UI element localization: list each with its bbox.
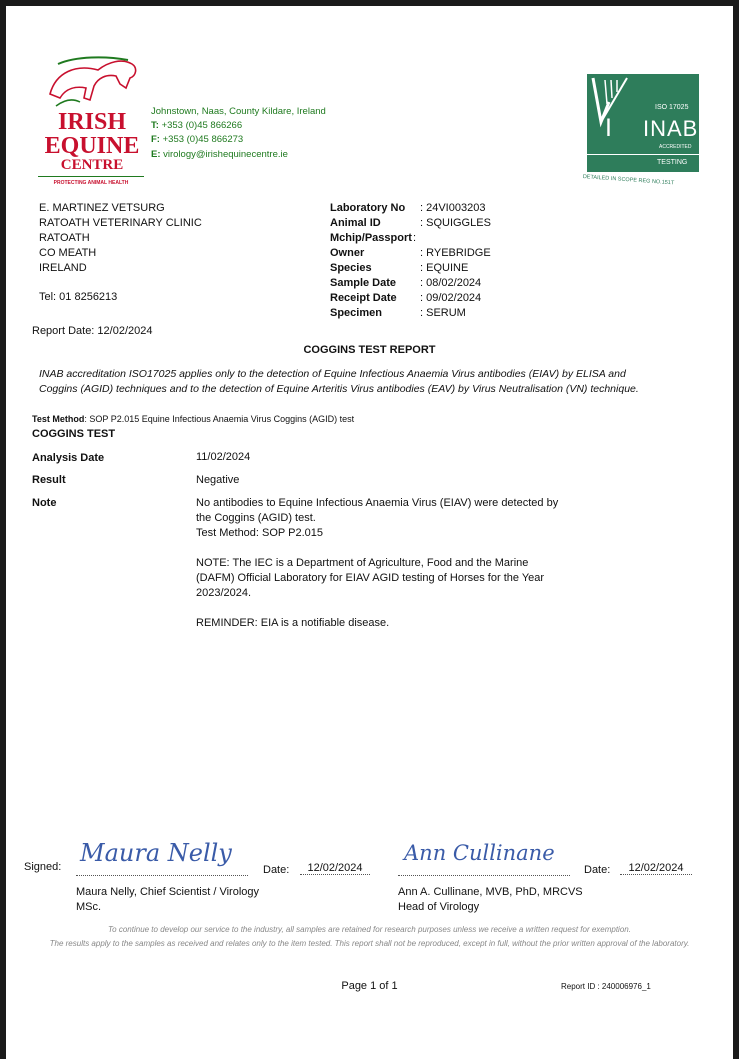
report-page [6, 6, 733, 1059]
inab-accreditation-badge [583, 74, 703, 186]
lab-label: Owner [330, 247, 365, 259]
contact-fax: +353 (0)45 866273 [162, 134, 244, 146]
client-line: CO MEATH [39, 247, 97, 259]
report-date: Report Date: 12/02/2024 [32, 325, 153, 337]
lab-label: Specimen [330, 307, 382, 319]
client-line: RATOATH VETERINARY CLINIC [39, 217, 202, 229]
client-address [39, 201, 202, 305]
lab-value: : 08/02/2024 [420, 277, 482, 289]
logo-irish: IRISH [57, 109, 127, 135]
analysis-date-value: 11/02/2024 [196, 451, 251, 463]
signature-2 [398, 835, 570, 876]
lab-labels [330, 201, 412, 321]
result-label: Result [32, 474, 66, 486]
inab-mark: I [605, 114, 612, 142]
signature-2-script: Ann Cullinane [404, 841, 555, 865]
logo-equine: EQUINE [44, 133, 140, 159]
test-method-text: : SOP P2.015 Equine Infectious Anaemia Virus Coggins (AGID) test [84, 414, 355, 424]
lab-value: : EQUINE [420, 262, 469, 274]
tel-label: T: [151, 120, 159, 132]
client-line: RATOATH [39, 232, 90, 244]
lab-label: Sample Date [330, 277, 397, 289]
logo-tagline: PROTECTING ANIMAL HEALTH [53, 180, 129, 186]
note-block [196, 496, 576, 631]
signed-label: Signed: [24, 861, 62, 873]
date-label: Date: [263, 864, 290, 876]
page-number: Page 1 of 1 [341, 980, 398, 992]
test-method-label: Test Method [32, 414, 85, 424]
date-label: Date: [584, 864, 611, 876]
signature-1-date: 12/02/2024 [300, 862, 370, 875]
report-title: COGGINS TEST REPORT [303, 344, 436, 356]
fax-label: F: [151, 134, 160, 146]
signer-2-name: Ann A. Cullinane, MVB, PhD, MRCVS [398, 886, 583, 898]
inab-accredited: ACCREDITED [659, 144, 692, 150]
signature-1-script: Maura Nelly [80, 839, 232, 867]
signature-2-date: 12/02/2024 [620, 862, 692, 875]
signer-2 [398, 885, 583, 915]
inab-detail: DETAILED IN SCOPE REG NO.151T [582, 174, 675, 187]
contact-block [151, 105, 326, 162]
lab-label: Laboratory No [330, 202, 406, 214]
signer-1 [76, 885, 259, 915]
lab-value: : 09/02/2024 [420, 292, 482, 304]
lab-value: : RYEBRIDGE [420, 247, 491, 259]
inab-accreditation-note: INAB accreditation ISO17025 applies only to the detection of Equine Infectious Anaemia Virus antibodies (EIAV) by ELISA and Coggins (AGID) techniques and to the detection of Equine Arteritis Virus antibodies (EAV) by Virus Neutralisation (VN) technique. [39, 368, 639, 395]
lab-label: Receipt Date [330, 292, 397, 304]
lab-value: : SQUIGGLES [420, 217, 491, 229]
lab-value: : 24VI003203 [420, 202, 486, 214]
note-label: Note [32, 497, 57, 509]
lab-values [413, 201, 491, 321]
signer-2-title: Head of Virology [398, 901, 480, 913]
section-heading: COGGINS TEST [32, 428, 116, 440]
signer-1-name: Maura Nelly, Chief Scientist / Virology [76, 886, 259, 898]
client-line: E. MARTINEZ VETSURG [39, 202, 165, 214]
email-label: E: [151, 148, 161, 160]
contact-address: Johnstown, Naas, County Kildare, Ireland [151, 106, 326, 117]
lab-value: : SERUM [420, 307, 466, 319]
lab-label: Mchip/Passport [330, 232, 412, 244]
client-line: IRELAND [39, 262, 87, 274]
note-reminder: REMINDER: EIA is a notifiable disease. [196, 617, 390, 629]
inab-iso: ISO 17025 [655, 104, 689, 111]
disclaimer-line: To continue to develop our service to the industry, all samples are retained for research purposes unless we receive a written request for exemption. [108, 925, 631, 934]
contact-email: virology@irishequinecentre.ie [163, 148, 288, 160]
lab-label: Species [330, 262, 372, 274]
client-tel: Tel: 01 8256213 [39, 291, 118, 303]
lab-value: : [413, 232, 417, 244]
disclaimer-line: The results apply to the samples as received and relates only to the item tested. This report shall not be reproduced, except in full, without the prior written approval of the laboratory. [49, 939, 690, 948]
contact-tel: +353 (0)45 866266 [161, 120, 243, 132]
horse-logo-icon [36, 54, 148, 108]
inab-name: INAB [643, 116, 699, 141]
note-paragraph: NOTE: The IEC is a Department of Agriculture, Food and the Marine (DAFM) Official Laboratory for EIAV AGID testing of Horses for the Year 2023/2024. [196, 557, 545, 599]
signature-1 [76, 835, 248, 876]
signer-1-title: MSc. [76, 901, 102, 913]
note-method: Test Method: SOP P2.015 [196, 527, 323, 539]
inab-testing: TESTING [657, 159, 688, 166]
result-value: Negative [196, 474, 240, 486]
analysis-date-label: Analysis Date [32, 452, 105, 464]
lab-label: Animal ID [330, 217, 381, 229]
disclaimer [46, 923, 693, 950]
report-id: Report ID : 240006976_1 [561, 982, 651, 991]
logo-centre: CENTRE [60, 157, 124, 173]
test-method [32, 414, 354, 424]
irish-equine-centre-logo [36, 54, 148, 194]
note-paragraph: No antibodies to Equine Infectious Anaemia Virus (EIAV) were detected by the Coggins (AGID) test. [196, 497, 559, 524]
